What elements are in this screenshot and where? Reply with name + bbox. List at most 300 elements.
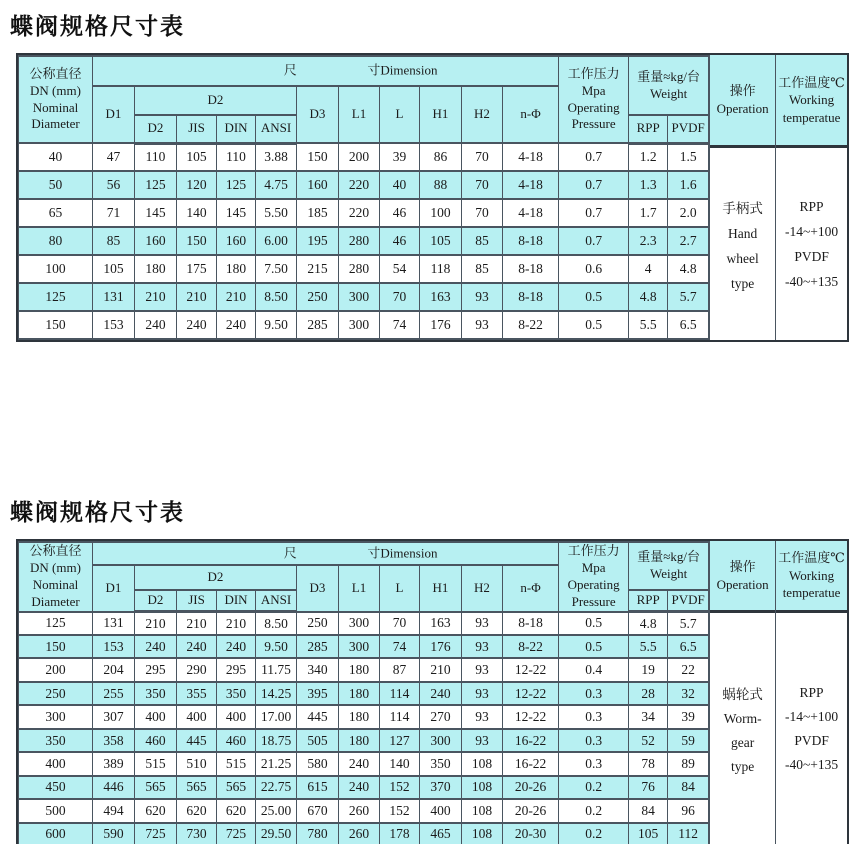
- cell-n-phi: 8-22: [503, 635, 559, 658]
- cell-jis: 175: [177, 255, 217, 283]
- header-line: Working: [788, 92, 835, 108]
- header-line: 操作: [729, 83, 756, 99]
- cell-ansi: 18.75: [256, 729, 297, 752]
- cell-d3: 505: [297, 729, 339, 752]
- spec-section-wormgear: [0, 494, 852, 844]
- cell-weight-pvdf: 2.0: [668, 199, 709, 227]
- cell-weight-pvdf: 5.7: [668, 283, 709, 311]
- cell-ansi: 3.88: [256, 143, 297, 171]
- cell-d2: 350: [135, 682, 177, 705]
- header-line: 工作温度℃: [778, 74, 845, 90]
- cell-din: 295: [217, 658, 256, 681]
- cell-pressure: 0.4: [559, 658, 629, 681]
- cell-l1: 280: [339, 227, 380, 255]
- cell-h2: 93: [462, 635, 503, 658]
- cell-l: 127: [380, 729, 420, 752]
- cell-ansi: 17.00: [256, 705, 297, 728]
- operation-column: [709, 55, 775, 340]
- cell-l: 114: [380, 705, 420, 728]
- cell-h1: 100: [420, 199, 462, 227]
- operation-line: type: [731, 759, 755, 775]
- cell-dn: 300: [19, 705, 93, 728]
- temperature-cell: [776, 148, 847, 340]
- cell-l1: 220: [339, 171, 380, 199]
- cell-d3: 670: [297, 799, 339, 822]
- header-line: Operating: [567, 576, 620, 592]
- cell-n-phi: 16-22: [503, 752, 559, 775]
- cell-h1: 118: [420, 255, 462, 283]
- cell-din: 565: [217, 776, 256, 799]
- cell-din: 240: [217, 311, 256, 339]
- cell-n-phi: 12-22: [503, 658, 559, 681]
- col-header-operating-pressure: [559, 542, 629, 612]
- col-header-working-temperature: [776, 541, 847, 613]
- page-title: 蝶阀规格尺寸表: [10, 14, 185, 40]
- spec-table-handwheel: [16, 53, 849, 342]
- cell-l: 46: [380, 227, 420, 255]
- cell-weight-pvdf: 1.5: [668, 143, 709, 171]
- cell-h2: 70: [462, 199, 503, 227]
- table-row: [19, 776, 709, 799]
- cell-d1: 494: [93, 799, 135, 822]
- header-line: temperatue: [782, 109, 841, 125]
- cell-l: 70: [380, 612, 420, 635]
- cell-jis: 210: [177, 283, 217, 311]
- cell-dn: 40: [19, 143, 93, 171]
- header-line: DN (mm): [30, 82, 81, 98]
- spec-section-handwheel: [0, 8, 852, 342]
- cell-ansi: 7.50: [256, 255, 297, 283]
- spec-table-wormgear: [16, 539, 849, 844]
- cell-l: 87: [380, 658, 420, 681]
- col-header-d3: D3: [297, 86, 339, 143]
- temperature-line: -40~+135: [784, 757, 839, 773]
- cell-weight-pvdf: 89: [668, 752, 709, 775]
- cell-weight-pvdf: 84: [668, 776, 709, 799]
- cell-weight-pvdf: 1.6: [668, 171, 709, 199]
- cell-din: 400: [217, 705, 256, 728]
- table-row: [19, 283, 709, 311]
- cell-d3: 250: [297, 283, 339, 311]
- table-row: [19, 227, 709, 255]
- header-line: DN (mm): [30, 559, 81, 575]
- temperature-line: -14~+100: [784, 709, 839, 725]
- col-header-operation: [710, 541, 775, 613]
- cell-h2: 108: [462, 799, 503, 822]
- temperature-line: RPP: [799, 685, 824, 701]
- cell-weight-rpp: 52: [629, 729, 668, 752]
- cell-d2: 210: [135, 283, 177, 311]
- page-title-2: 蝶阀规格尺寸表: [10, 500, 185, 526]
- cell-l1: 300: [339, 612, 380, 635]
- cell-jis: 510: [177, 752, 217, 775]
- cell-h2: 85: [462, 227, 503, 255]
- cell-n-phi: 8-18: [503, 283, 559, 311]
- cell-h2: 93: [462, 311, 503, 339]
- col-header-h2: H2: [462, 565, 503, 612]
- cell-din: 460: [217, 729, 256, 752]
- cell-pressure: 0.2: [559, 799, 629, 822]
- cell-l1: 260: [339, 823, 380, 844]
- col-header-n-phi: n-Φ: [503, 565, 559, 612]
- cell-l: 152: [380, 776, 420, 799]
- cell-ansi: 22.75: [256, 776, 297, 799]
- cell-pressure: 0.3: [559, 752, 629, 775]
- dimension-label-cn: 尺: [283, 62, 297, 78]
- header-line: Diameter: [31, 593, 80, 609]
- cell-d3: 445: [297, 705, 339, 728]
- cell-l: 74: [380, 635, 420, 658]
- cell-weight-rpp: 4.8: [629, 283, 668, 311]
- temperature-column: [775, 541, 847, 844]
- cell-ansi: 21.25: [256, 752, 297, 775]
- cell-h1: 176: [420, 311, 462, 339]
- cell-ansi: 29.50: [256, 823, 297, 844]
- cell-ansi: 4.75: [256, 171, 297, 199]
- cell-h1: 240: [420, 682, 462, 705]
- cell-d2: 180: [135, 255, 177, 283]
- cell-h2: 93: [462, 682, 503, 705]
- cell-jis: 445: [177, 729, 217, 752]
- cell-din: 350: [217, 682, 256, 705]
- cell-h1: 86: [420, 143, 462, 171]
- cell-weight-pvdf: 59: [668, 729, 709, 752]
- cell-ansi: 8.50: [256, 283, 297, 311]
- cell-l: 54: [380, 255, 420, 283]
- cell-weight-rpp: 19: [629, 658, 668, 681]
- table-row: [19, 823, 709, 844]
- cell-l: 140: [380, 752, 420, 775]
- cell-dn: 350: [19, 729, 93, 752]
- cell-d2: 620: [135, 799, 177, 822]
- col-header-d2: D2: [135, 115, 177, 143]
- col-header-jis: JIS: [177, 115, 217, 143]
- cell-h1: 210: [420, 658, 462, 681]
- cell-d3: 215: [297, 255, 339, 283]
- header-line: Nominal: [32, 576, 79, 592]
- cell-jis: 620: [177, 799, 217, 822]
- temperature-cell: [776, 613, 847, 844]
- col-header-h1: H1: [420, 86, 462, 143]
- cell-weight-rpp: 1.2: [629, 143, 668, 171]
- table-row: [19, 729, 709, 752]
- col-header-rpp: RPP: [629, 590, 668, 612]
- cell-weight-rpp: 105: [629, 823, 668, 844]
- header-line: 工作温度℃: [778, 550, 845, 566]
- header-line: 重量≈kg/台: [637, 68, 701, 84]
- col-header-d1: D1: [93, 86, 135, 143]
- cell-l1: 180: [339, 729, 380, 752]
- cell-jis: 565: [177, 776, 217, 799]
- cell-l1: 240: [339, 752, 380, 775]
- cell-d2: 460: [135, 729, 177, 752]
- col-header-weight: [629, 56, 709, 115]
- table-row: [19, 752, 709, 775]
- cell-n-phi: 16-22: [503, 729, 559, 752]
- cell-n-phi: 12-22: [503, 705, 559, 728]
- cell-d2: 210: [135, 612, 177, 635]
- col-header-ansi: ANSI: [256, 590, 297, 612]
- table-body: [19, 612, 709, 844]
- cell-weight-rpp: 5.5: [629, 311, 668, 339]
- cell-d2: 160: [135, 227, 177, 255]
- col-header-d3: D3: [297, 565, 339, 612]
- cell-l: 74: [380, 311, 420, 339]
- dimension-table: [18, 541, 709, 844]
- cell-l1: 280: [339, 255, 380, 283]
- header-line: Pressure: [571, 593, 616, 609]
- cell-h2: 93: [462, 729, 503, 752]
- table-row: [19, 612, 709, 635]
- table-header: [19, 542, 709, 612]
- cell-n-phi: 8-22: [503, 311, 559, 339]
- col-header-l1: L1: [339, 565, 380, 612]
- cell-jis: 150: [177, 227, 217, 255]
- header-line: Diameter: [31, 116, 80, 132]
- cell-d2: 295: [135, 658, 177, 681]
- col-header-operation: [710, 55, 775, 148]
- cell-d1: 153: [93, 635, 135, 658]
- cell-n-phi: 8-18: [503, 612, 559, 635]
- col-header-weight: [629, 542, 709, 590]
- cell-l1: 300: [339, 635, 380, 658]
- cell-pressure: 0.2: [559, 776, 629, 799]
- table-row: [19, 199, 709, 227]
- cell-dn: 400: [19, 752, 93, 775]
- cell-dn: 125: [19, 283, 93, 311]
- cell-n-phi: 4-18: [503, 143, 559, 171]
- cell-d2: 240: [135, 635, 177, 658]
- cell-ansi: 14.25: [256, 682, 297, 705]
- cell-din: 125: [217, 171, 256, 199]
- cell-din: 620: [217, 799, 256, 822]
- cell-weight-rpp: 4: [629, 255, 668, 283]
- cell-pressure: 0.5: [559, 635, 629, 658]
- cell-d3: 150: [297, 143, 339, 171]
- cell-h2: 93: [462, 658, 503, 681]
- cell-n-phi: 8-18: [503, 255, 559, 283]
- cell-dn: 250: [19, 682, 93, 705]
- cell-l: 39: [380, 143, 420, 171]
- cell-jis: 355: [177, 682, 217, 705]
- cell-l1: 220: [339, 199, 380, 227]
- header-line: 公称直径: [29, 543, 82, 558]
- cell-d1: 131: [93, 612, 135, 635]
- col-header-d2: D2: [135, 590, 177, 612]
- temperature-line: PVDF: [794, 733, 829, 749]
- cell-d2: 515: [135, 752, 177, 775]
- cell-jis: 120: [177, 171, 217, 199]
- operation-cell: [710, 148, 775, 340]
- cell-d2: 400: [135, 705, 177, 728]
- col-header-rpp: RPP: [629, 115, 668, 143]
- table-row: [19, 799, 709, 822]
- cell-ansi: 8.50: [256, 612, 297, 635]
- cell-h2: 93: [462, 283, 503, 311]
- cell-d1: 56: [93, 171, 135, 199]
- cell-dn: 600: [19, 823, 93, 844]
- dimension-label-en: 寸Dimension: [367, 545, 438, 561]
- cell-l1: 180: [339, 705, 380, 728]
- col-header-d2-group: D2: [135, 565, 297, 590]
- cell-d1: 446: [93, 776, 135, 799]
- cell-h1: 105: [420, 227, 462, 255]
- cell-pressure: 0.6: [559, 255, 629, 283]
- col-header-operating-pressure: [559, 56, 629, 143]
- cell-weight-pvdf: 6.5: [668, 311, 709, 339]
- cell-dn: 150: [19, 311, 93, 339]
- cell-d2: 110: [135, 143, 177, 171]
- cell-jis: 105: [177, 143, 217, 171]
- cell-n-phi: 12-22: [503, 682, 559, 705]
- header-line: Weight: [650, 85, 688, 101]
- col-header-l: L: [380, 86, 420, 143]
- cell-pressure: 0.2: [559, 823, 629, 844]
- header-line: 工作压力: [567, 543, 620, 558]
- temperature-line: -14~+100: [784, 223, 839, 239]
- cell-jis: 210: [177, 612, 217, 635]
- cell-ansi: 6.00: [256, 227, 297, 255]
- cell-h2: 70: [462, 143, 503, 171]
- header-line: Working: [788, 567, 835, 583]
- cell-d1: 131: [93, 283, 135, 311]
- cell-dn: 100: [19, 255, 93, 283]
- cell-h2: 93: [462, 612, 503, 635]
- cell-weight-rpp: 34: [629, 705, 668, 728]
- table-row: [19, 171, 709, 199]
- cell-l: 46: [380, 199, 420, 227]
- col-header-dimension: [93, 56, 559, 86]
- cell-weight-rpp: 4.8: [629, 612, 668, 635]
- cell-din: 515: [217, 752, 256, 775]
- col-header-l: L: [380, 565, 420, 612]
- cell-l: 178: [380, 823, 420, 844]
- cell-din: 145: [217, 199, 256, 227]
- cell-weight-pvdf: 32: [668, 682, 709, 705]
- cell-d2: 240: [135, 311, 177, 339]
- cell-din: 210: [217, 283, 256, 311]
- header-line: Mpa: [581, 82, 606, 98]
- operation-line: type: [731, 275, 755, 291]
- cell-h1: 370: [420, 776, 462, 799]
- cell-ansi: 11.75: [256, 658, 297, 681]
- cell-weight-pvdf: 4.8: [668, 255, 709, 283]
- operation-line: wheel: [726, 250, 759, 266]
- cell-n-phi: 20-26: [503, 799, 559, 822]
- cell-pressure: 0.5: [559, 612, 629, 635]
- cell-din: 210: [217, 612, 256, 635]
- cell-d1: 307: [93, 705, 135, 728]
- cell-d1: 85: [93, 227, 135, 255]
- cell-h1: 163: [420, 283, 462, 311]
- col-header-din: DIN: [217, 115, 256, 143]
- cell-pressure: 0.3: [559, 682, 629, 705]
- dimension-label-en: 寸Dimension: [367, 62, 438, 78]
- cell-h1: 300: [420, 729, 462, 752]
- cell-weight-rpp: 78: [629, 752, 668, 775]
- cell-d1: 389: [93, 752, 135, 775]
- cell-l1: 180: [339, 682, 380, 705]
- cell-weight-pvdf: 6.5: [668, 635, 709, 658]
- cell-l: 152: [380, 799, 420, 822]
- cell-d2: 565: [135, 776, 177, 799]
- cell-pressure: 0.7: [559, 171, 629, 199]
- operation-line: 手柄式: [722, 200, 763, 216]
- col-header-nominal-diameter: [19, 542, 93, 612]
- cell-l1: 300: [339, 283, 380, 311]
- cell-l1: 180: [339, 658, 380, 681]
- header-line: Weight: [650, 565, 688, 581]
- header-line: 操作: [729, 558, 756, 574]
- cell-d1: 358: [93, 729, 135, 752]
- cell-weight-rpp: 2.3: [629, 227, 668, 255]
- table-row: [19, 658, 709, 681]
- cell-weight-rpp: 84: [629, 799, 668, 822]
- cell-pressure: 0.3: [559, 705, 629, 728]
- operation-line: 蜗轮式: [722, 687, 763, 703]
- cell-d3: 250: [297, 612, 339, 635]
- cell-d3: 580: [297, 752, 339, 775]
- temperature-line: PVDF: [794, 248, 829, 264]
- cell-h1: 350: [420, 752, 462, 775]
- cell-d1: 71: [93, 199, 135, 227]
- cell-d1: 255: [93, 682, 135, 705]
- cell-dn: 50: [19, 171, 93, 199]
- cell-d3: 285: [297, 311, 339, 339]
- cell-d3: 780: [297, 823, 339, 844]
- col-header-d1: D1: [93, 565, 135, 612]
- temperature-line: RPP: [799, 198, 824, 214]
- cell-weight-rpp: 28: [629, 682, 668, 705]
- cell-dn: 150: [19, 635, 93, 658]
- table-row: [19, 705, 709, 728]
- cell-jis: 730: [177, 823, 217, 844]
- cell-pressure: 0.7: [559, 143, 629, 171]
- cell-h1: 400: [420, 799, 462, 822]
- cell-h1: 270: [420, 705, 462, 728]
- cell-l1: 260: [339, 799, 380, 822]
- cell-d2: 725: [135, 823, 177, 844]
- cell-weight-pvdf: 22: [668, 658, 709, 681]
- cell-pressure: 0.5: [559, 311, 629, 339]
- cell-jis: 400: [177, 705, 217, 728]
- cell-d1: 47: [93, 143, 135, 171]
- cell-din: 160: [217, 227, 256, 255]
- operation-line: Hand: [728, 225, 758, 241]
- cell-h1: 465: [420, 823, 462, 844]
- col-header-n-phi: n-Φ: [503, 86, 559, 143]
- table-row: [19, 143, 709, 171]
- cell-d3: 160: [297, 171, 339, 199]
- operation-line: gear: [731, 735, 755, 751]
- header-line: Pressure: [571, 116, 616, 132]
- cell-weight-rpp: 76: [629, 776, 668, 799]
- col-header-ansi: ANSI: [256, 115, 297, 143]
- cell-dn: 200: [19, 658, 93, 681]
- cell-pressure: 0.7: [559, 227, 629, 255]
- cell-weight-pvdf: 39: [668, 705, 709, 728]
- cell-h1: 88: [420, 171, 462, 199]
- cell-h1: 163: [420, 612, 462, 635]
- col-header-l1: L1: [339, 86, 380, 143]
- col-header-dimension: [93, 542, 559, 565]
- table-header: [19, 56, 709, 143]
- cell-dn: 80: [19, 227, 93, 255]
- cell-h1: 176: [420, 635, 462, 658]
- col-header-d2-group: D2: [135, 86, 297, 115]
- col-header-working-temperature: [776, 55, 847, 148]
- cell-din: 110: [217, 143, 256, 171]
